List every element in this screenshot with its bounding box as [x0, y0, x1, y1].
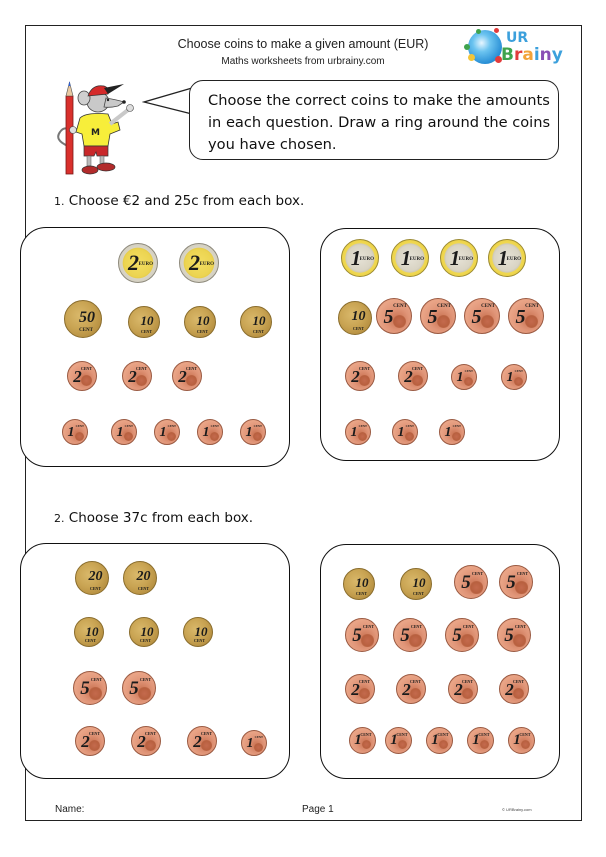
coin-1-cent[interactable]	[241, 730, 267, 756]
coin-label: CENT	[358, 424, 367, 428]
coin-label: CENT	[461, 679, 473, 684]
coin-label: CENT	[437, 304, 451, 309]
coin-5-cent[interactable]	[454, 565, 488, 599]
mouse-mascot-icon	[46, 74, 151, 179]
coin-value: 50	[79, 308, 95, 326]
coin-label: CENT	[84, 638, 96, 643]
coin-value: 1	[506, 369, 514, 385]
coin-label: CENT	[139, 677, 151, 682]
logo-letter: r	[513, 45, 523, 65]
coin-label: CENT	[193, 638, 205, 643]
coin-label: CENT	[196, 329, 208, 334]
coin-label: CENT	[410, 624, 422, 629]
coin-value: 5	[461, 572, 471, 593]
coin-2-cent[interactable]	[499, 674, 529, 704]
coin-value: 10	[412, 575, 426, 590]
coin-2-cent[interactable]	[172, 361, 202, 391]
coin-value: 5	[427, 305, 438, 328]
worksheet-title: Choose coins to make a given amount (EUR)	[177, 37, 429, 51]
coin-label: EURO	[199, 262, 214, 267]
question-2	[54, 510, 253, 526]
logo-letter: i	[533, 45, 540, 65]
coin-label: CENT	[464, 369, 473, 373]
coin-2-cent[interactable]	[345, 361, 375, 391]
coin-2-cent[interactable]	[122, 361, 152, 391]
coin-2-cent[interactable]	[396, 674, 426, 704]
coin-value: 10	[355, 575, 369, 590]
coin-label: CENT	[360, 731, 372, 737]
coin-value: 2	[137, 732, 146, 751]
coin-1-cent[interactable]	[426, 727, 453, 754]
coin-value: 2	[351, 680, 360, 699]
coin-5-cent[interactable]	[345, 618, 379, 652]
coin-label: CENT	[396, 731, 408, 737]
logo-letter: n	[539, 45, 552, 65]
logo-splash-dot	[494, 28, 499, 33]
coin-value: 10	[194, 623, 208, 639]
coin-value: 10	[140, 623, 154, 639]
coin-10-cent[interactable]	[184, 306, 216, 338]
coin-value: 5	[515, 305, 526, 328]
coin-label: EURO	[458, 257, 473, 262]
coin-1-cent[interactable]	[111, 419, 137, 445]
copyright-text: © URBrainy.com	[502, 807, 532, 812]
coin-10-cent[interactable]	[183, 617, 213, 647]
coin-label: EURO	[409, 257, 424, 262]
coin-label: CENT	[167, 424, 176, 428]
coin-5-cent[interactable]	[393, 618, 427, 652]
coin-label: CENT	[252, 329, 264, 334]
logo-letter: y	[551, 45, 563, 65]
coin-10-cent[interactable]	[338, 301, 372, 335]
coin-label: CENT	[411, 366, 423, 371]
coin-2-cent[interactable]	[345, 674, 375, 704]
coin-label: CENT	[358, 366, 370, 371]
coin-1-cent[interactable]	[62, 419, 88, 445]
coin-1-cent[interactable]	[392, 419, 418, 445]
coin-value: 2	[128, 367, 137, 386]
coin-value: 1	[497, 245, 509, 270]
coin-label: CENT	[525, 304, 539, 309]
coin-value: 5	[504, 625, 514, 646]
coin-1-cent[interactable]	[501, 364, 527, 390]
coin-value: 2	[505, 680, 514, 699]
coin-2-cent[interactable]	[448, 674, 478, 704]
coin-label: CENT	[512, 679, 524, 684]
coin-value: 1	[513, 732, 521, 748]
coin-2-cent[interactable]	[131, 726, 161, 756]
coin-value: 1	[354, 732, 362, 748]
coin-value: 1	[67, 424, 75, 440]
coin-5-cent[interactable]	[508, 298, 544, 334]
coin-label: CENT	[90, 677, 102, 682]
worksheet-subtitle: Maths worksheets from urbrainy.com	[221, 56, 385, 67]
coin-1-cent[interactable]	[385, 727, 412, 754]
coin-value: 10	[85, 623, 99, 639]
coin-value: 1	[431, 732, 439, 748]
logo-letter: a	[522, 45, 534, 65]
logo-splash-dot	[468, 54, 475, 61]
coin-2-euro[interactable]	[118, 243, 158, 283]
coin-label: CENT	[185, 366, 197, 371]
coin-value: 5	[129, 678, 139, 699]
coin-50-cent[interactable]	[64, 300, 102, 338]
coin-value: 2	[402, 680, 411, 699]
coin-1-euro[interactable]	[488, 239, 526, 277]
coin-5-cent[interactable]	[122, 671, 156, 705]
coin-label: CENT	[144, 731, 156, 736]
coin-1-euro[interactable]	[391, 239, 429, 277]
speech-bubble-tail	[142, 86, 194, 126]
logo-brainy-text	[501, 45, 563, 65]
coin-value: 1	[202, 424, 210, 440]
coin-label: CENT	[140, 329, 152, 334]
coin-1-cent[interactable]	[240, 419, 266, 445]
coin-label: CENT	[124, 424, 133, 428]
coin-label: CENT	[452, 424, 461, 428]
coin-value: 2	[81, 732, 90, 751]
svg-text:M: M	[91, 128, 100, 138]
logo-splash-dot	[476, 29, 481, 34]
coin-value: 2	[404, 367, 413, 386]
coin-value: 2	[178, 367, 187, 386]
question-text: Choose 37c from each box.	[68, 510, 254, 526]
coin-value: 5	[471, 305, 482, 328]
coin-value: 1	[116, 424, 124, 440]
coin-value: 20	[136, 568, 151, 584]
coin-5-cent[interactable]	[464, 298, 500, 334]
coin-2-cent[interactable]	[187, 726, 217, 756]
coin-value: 5	[506, 572, 516, 593]
coin-label: CENT	[200, 731, 212, 736]
coin-label: CENT	[358, 679, 370, 684]
coin-10-cent[interactable]	[128, 306, 160, 338]
coin-1-cent[interactable]	[508, 727, 535, 754]
instructions-text: Choose the correct coins to make the amounts in each question. Draw a ring around the coins you have chosen.	[208, 92, 551, 153]
coin-label: CENT	[352, 326, 364, 331]
coin-label: EURO	[359, 257, 374, 262]
coin-2-euro[interactable]	[179, 243, 219, 283]
coin-5-cent[interactable]	[376, 298, 412, 334]
coin-5-cent[interactable]	[497, 618, 531, 652]
coin-value: 1	[350, 424, 358, 440]
coin-10-cent[interactable]	[240, 306, 272, 338]
logo-ur-text: UR	[506, 30, 529, 46]
coin-label: CENT	[405, 424, 414, 428]
coin-label: CENT	[478, 731, 490, 737]
question-text: Choose €2 and 25c from each box.	[68, 193, 305, 209]
coin-label: EURO	[506, 257, 521, 262]
coin-1-cent[interactable]	[154, 419, 180, 445]
coin-10-cent[interactable]	[400, 568, 432, 600]
coin-10-cent[interactable]	[74, 617, 104, 647]
coin-value: 5	[400, 625, 410, 646]
coin-5-cent[interactable]	[445, 618, 479, 652]
question-number: 2.	[54, 512, 65, 525]
coin-label: CENT	[412, 591, 424, 596]
coin-1-cent[interactable]	[349, 727, 376, 754]
urbrainy-logo	[468, 30, 563, 66]
coin-label: CENT	[89, 586, 101, 591]
coin-label: CENT	[135, 366, 147, 371]
coin-10-cent[interactable]	[129, 617, 159, 647]
coin-value: 20	[88, 568, 103, 584]
coin-1-cent[interactable]	[467, 727, 494, 754]
coin-value: 1	[246, 735, 254, 751]
coin-value: 2	[193, 732, 202, 751]
coin-label: CENT	[137, 586, 149, 591]
coin-value: 10	[351, 308, 366, 324]
coin-value: 10	[196, 313, 210, 328]
coin-2-cent[interactable]	[398, 361, 428, 391]
coin-value: 1	[444, 424, 452, 440]
question-1	[54, 193, 304, 209]
coin-5-cent[interactable]	[73, 671, 107, 705]
coin-value: 5	[352, 625, 362, 646]
coin-value: 1	[449, 245, 461, 270]
coin-label: CENT	[79, 328, 93, 333]
coin-label: CENT	[519, 731, 531, 737]
coin-label: CENT	[409, 679, 421, 684]
coin-value: 10	[252, 313, 266, 328]
coin-value: 5	[383, 305, 394, 328]
logo-letter: B	[501, 45, 514, 65]
coin-1-cent[interactable]	[197, 419, 223, 445]
coin-label: CENT	[88, 731, 100, 736]
coin-label: CENT	[471, 571, 483, 576]
coin-label: CENT	[254, 735, 263, 739]
coin-value: 5	[80, 678, 90, 699]
coin-2-cent[interactable]	[75, 726, 105, 756]
coin-value: 1	[350, 245, 362, 270]
coin-label: CENT	[362, 624, 374, 629]
coin-1-cent[interactable]	[345, 419, 371, 445]
coin-label: CENT	[75, 424, 84, 428]
coin-label: CENT	[253, 424, 262, 428]
coin-5-cent[interactable]	[499, 565, 533, 599]
coin-label: CENT	[437, 731, 449, 737]
coin-label: CENT	[139, 638, 151, 643]
coin-1-cent[interactable]	[451, 364, 477, 390]
coin-1-cent[interactable]	[439, 419, 465, 445]
coin-5-cent[interactable]	[420, 298, 456, 334]
coin-value: 1	[390, 732, 398, 748]
coin-value: 1	[397, 424, 405, 440]
coin-label: CENT	[516, 571, 528, 576]
coin-value: 1	[245, 424, 253, 440]
coin-label: CENT	[80, 366, 92, 371]
question-number: 1.	[54, 195, 65, 208]
coin-value: 1	[472, 732, 480, 748]
logo-splash-dot	[464, 44, 470, 50]
coin-value: 2	[73, 367, 82, 386]
coin-20-cent[interactable]	[123, 561, 157, 595]
coin-value: 2	[454, 680, 463, 699]
coin-label: CENT	[355, 591, 367, 596]
coin-label: CENT	[514, 624, 526, 629]
coin-value: 1	[456, 369, 464, 385]
coin-value: 1	[400, 245, 412, 270]
coin-value: 2	[189, 250, 200, 275]
coin-value: 10	[140, 313, 154, 328]
name-label: Name:	[55, 804, 85, 815]
coin-20-cent[interactable]	[75, 561, 109, 595]
coin-value: 5	[452, 625, 462, 646]
coin-label: CENT	[393, 304, 407, 309]
coin-value: 1	[159, 424, 167, 440]
coin-10-cent[interactable]	[343, 568, 375, 600]
coin-1-euro[interactable]	[440, 239, 478, 277]
coin-label: EURO	[138, 262, 153, 267]
coin-label: CENT	[210, 424, 219, 428]
coin-1-euro[interactable]	[341, 239, 379, 277]
coin-value: 2	[128, 250, 139, 275]
coin-label: CENT	[462, 624, 474, 629]
page-number: Page 1	[302, 804, 334, 815]
coin-label: CENT	[481, 304, 495, 309]
coin-label: CENT	[514, 369, 523, 373]
coin-value: 2	[351, 367, 360, 386]
coin-2-cent[interactable]	[67, 361, 97, 391]
